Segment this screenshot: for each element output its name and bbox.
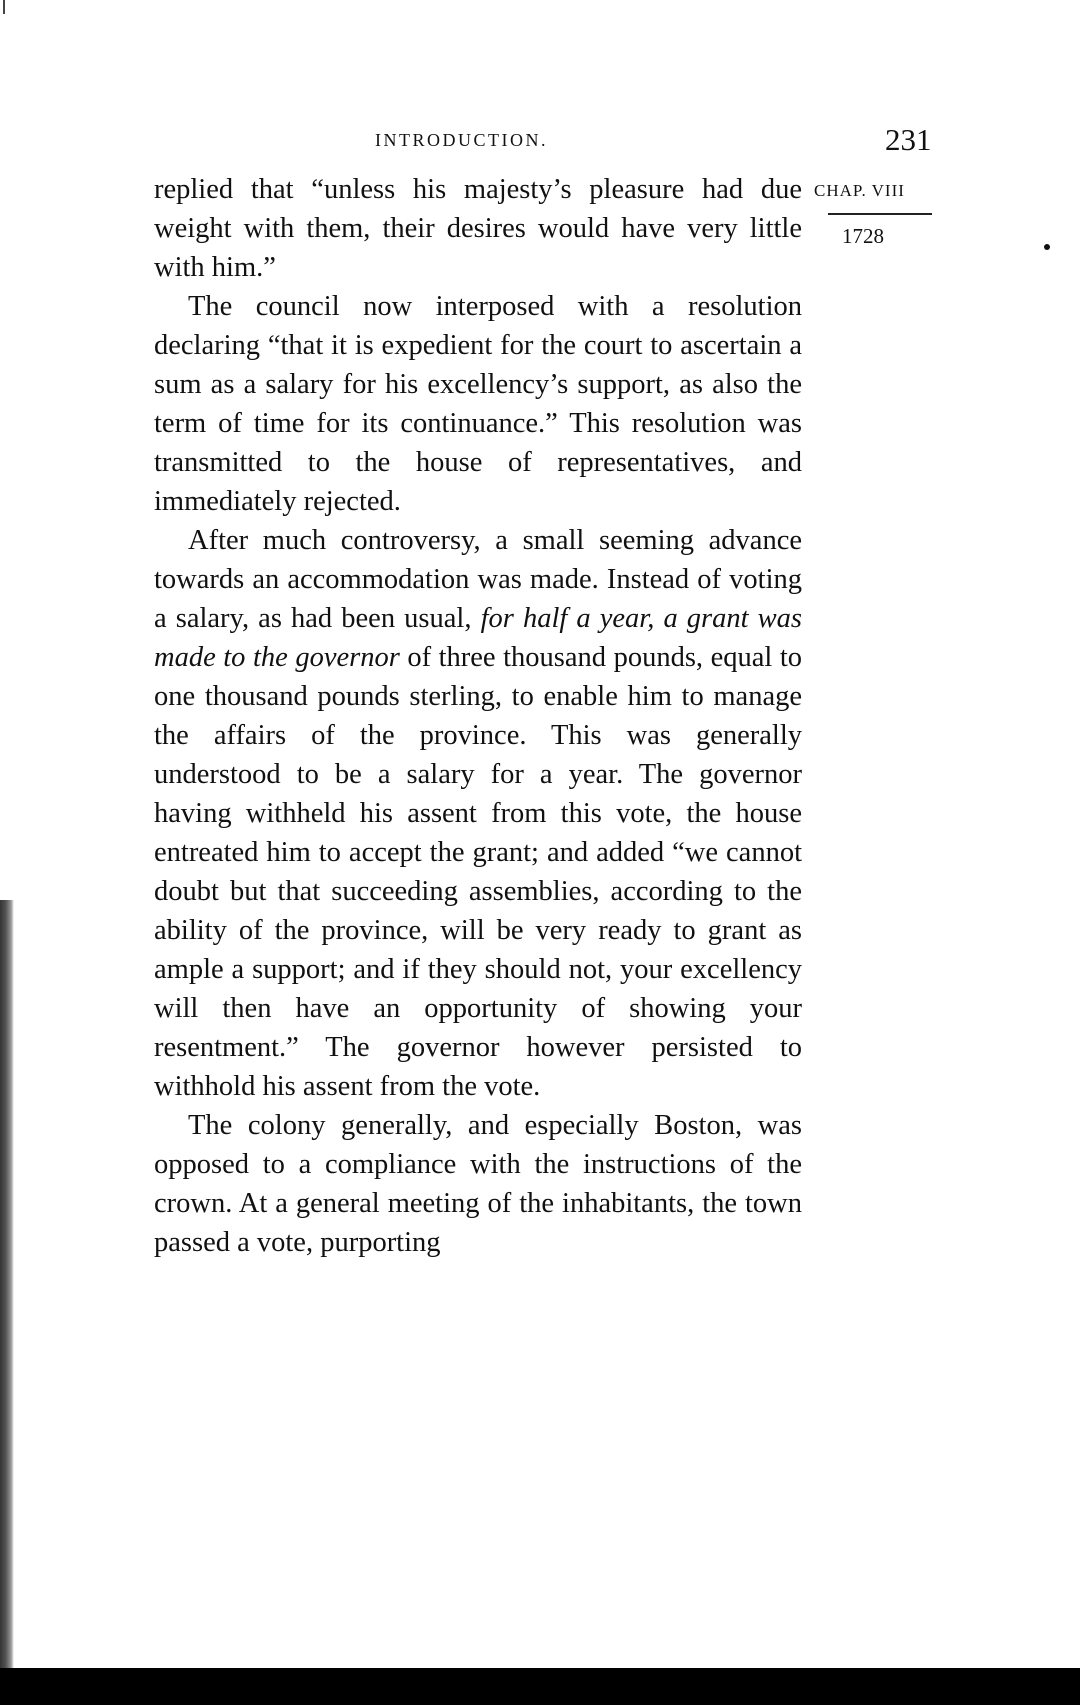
paragraph-3-italic: for half a year, a grant was made to the governor — [154, 603, 803, 673]
body-text — [154, 170, 802, 1262]
paragraph-4: The colony generally, and especially Boston, was opposed to a compliance with the instructions of the crown. At a general meeting of the inhabitants, the town passed a vote, purporting — [154, 1110, 802, 1258]
chapter-margin-note: CHAP. VIII — [814, 181, 905, 200]
paragraph-2: The council now interposed with a resolution declaring “that it is expedient for the court to ascertain a sum as a salary for his excellency’s support, as also the term of time for its continuance.” This resolution was transmitted to the house of representatives, and immediately rejected. — [154, 291, 802, 517]
paragraph-3 — [154, 521, 802, 1106]
paragraph-3-part-1: After much controversy, a small seeming advance towards an accommodation was made. Instead of voting a salary, as had been usual, — [154, 525, 802, 634]
ink-speck — [1044, 244, 1050, 250]
margin-rule — [828, 213, 932, 215]
scan-bottom-edge — [0, 1668, 1080, 1705]
paragraph-3-part-2: of three thousand pounds, equal to one thousand pounds sterling, to enable him to manage the affairs of the province. This was generally understood to be a salary for a year. The governor having withheld his assent from this vote, the house entreated him to accept the grant; and added “we cannot doubt but that succeeding assemblies, according to the ability of the province, will be very ready to grant as ample a support; and if they should not, your excellency will then have an opportunity of showing your resentment.” The governor however persisted to withhold his assent from the vote. — [154, 642, 802, 1102]
page-edge-mark — [3, 0, 5, 14]
page-number: 231 — [885, 122, 932, 157]
running-title: INTRODUCTION. — [375, 130, 548, 150]
binding-gutter-shadow — [0, 900, 14, 1670]
year-margin-note: 1728 — [842, 224, 884, 248]
paragraph-1: replied that “unless his majesty’s pleasure had due weight with them, their desires would have very little with him.” — [154, 174, 802, 283]
